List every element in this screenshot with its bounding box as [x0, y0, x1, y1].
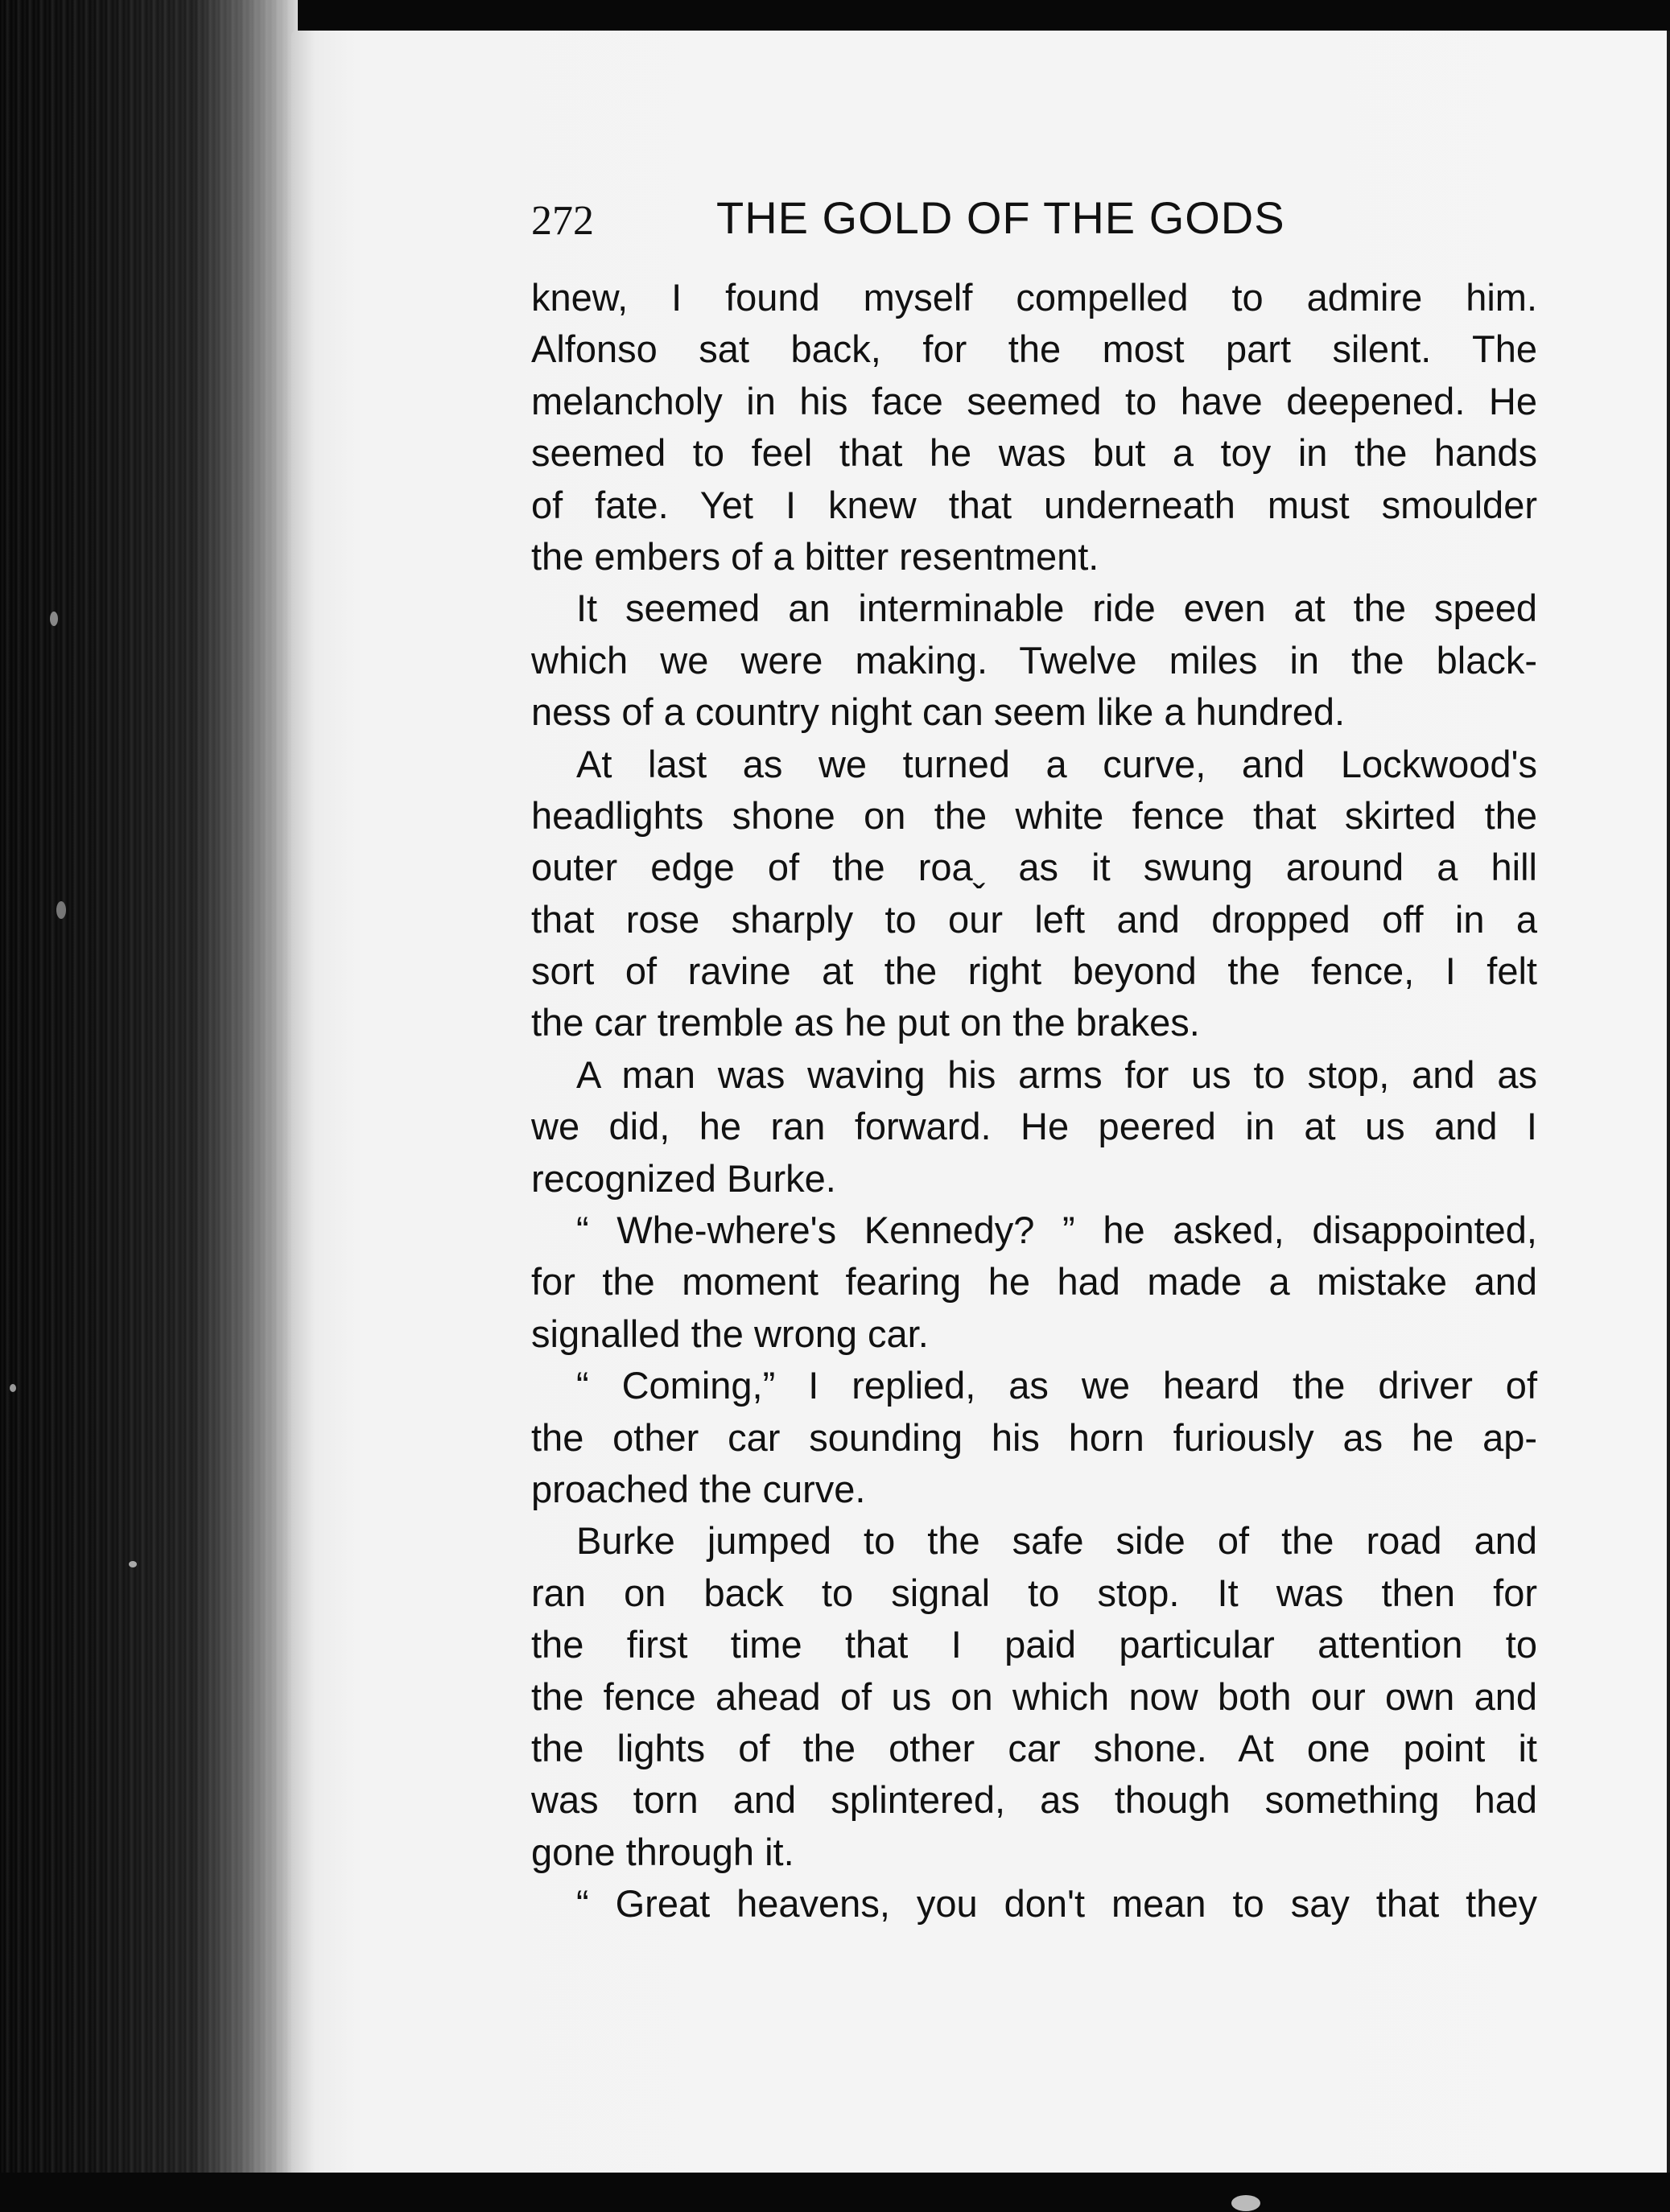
- text-line: the embers of a bitter resentment.: [531, 534, 1099, 578]
- text-line: proached the curve.: [531, 1467, 866, 1510]
- page-number: 272: [531, 198, 594, 244]
- text-line: which we were making. Twelve miles in the black-: [531, 638, 1537, 682]
- text-line: melancholy in his face seemed to have deepened. He: [531, 379, 1537, 422]
- text-line: signalled the wrong car.: [531, 1312, 929, 1355]
- book-binding-edge: [0, 0, 298, 2212]
- scan-speck: [10, 1384, 16, 1392]
- text-line: the other car sounding his horn furiously as he ap-: [531, 1415, 1537, 1459]
- text-line: that rose sharply to our left and dropped off in a: [531, 897, 1537, 941]
- running-title: THE GOLD OF THE GODS: [716, 192, 1285, 243]
- scan-speck: [56, 901, 66, 919]
- scan-speck: [50, 612, 58, 626]
- text-line: Burke jumped to the safe side of the road and: [576, 1519, 1537, 1563]
- scan-speck: [129, 1561, 137, 1567]
- scan-bottom-border: [0, 2173, 1670, 2212]
- text-line: “ Great heavens, you don't mean to say that they: [576, 1882, 1537, 1926]
- text-line: “ Whe-where's Kennedy? ” he asked, disappointed,: [576, 1209, 1537, 1252]
- body-text: [531, 272, 1537, 1930]
- text-line: headlights shone on the white fence that skirted the: [531, 793, 1537, 837]
- text-line: gone through it.: [531, 1830, 794, 1873]
- scan-speck: [1231, 2195, 1260, 2211]
- text-line: the lights of the other car shone. At one point it: [531, 1726, 1537, 1769]
- text-line: ness of a country night can seem like a hundred.: [531, 690, 1346, 734]
- text-line: “ Coming,” I replied, as we heard the driver of: [576, 1364, 1537, 1407]
- text-line: At last as we turned a curve, and Lockwood's: [576, 742, 1537, 785]
- scan-right-edge: [1667, 31, 1670, 2175]
- text-line: recognized Burke.: [531, 1156, 836, 1200]
- text-line: It seemed an interminable ride even at the speed: [576, 587, 1537, 630]
- text-line: of fate. Yet I knew that underneath must smoulder: [531, 483, 1537, 526]
- text-line: seemed to feel that he was but a toy in the hands: [531, 431, 1537, 475]
- text-line: outer edge of the roaˬ as it swung around a hill: [531, 846, 1537, 889]
- text-line: we did, he ran forward. He peered in at us and I: [531, 1105, 1537, 1148]
- text-line: the car tremble as he put on the brakes.: [531, 1001, 1200, 1044]
- text-line: the fence ahead of us on which now both our own and: [531, 1674, 1537, 1718]
- text-line: A man was waving his arms for us to stop, and as: [576, 1052, 1537, 1096]
- text-line: knew, I found myself compelled to admire him.: [531, 276, 1537, 319]
- text-line: the first time that I paid particular attention to: [531, 1623, 1537, 1666]
- text-line: was torn and splintered, as though something had: [531, 1778, 1537, 1822]
- text-line: for the moment fearing he had made a mistake and: [531, 1260, 1537, 1304]
- text-line: sort of ravine at the right beyond the fence, I felt: [531, 949, 1537, 993]
- text-line: Alfonso sat back, for the most part silent. The: [531, 327, 1537, 371]
- text-line: ran on back to signal to stop. It was then for: [531, 1571, 1537, 1614]
